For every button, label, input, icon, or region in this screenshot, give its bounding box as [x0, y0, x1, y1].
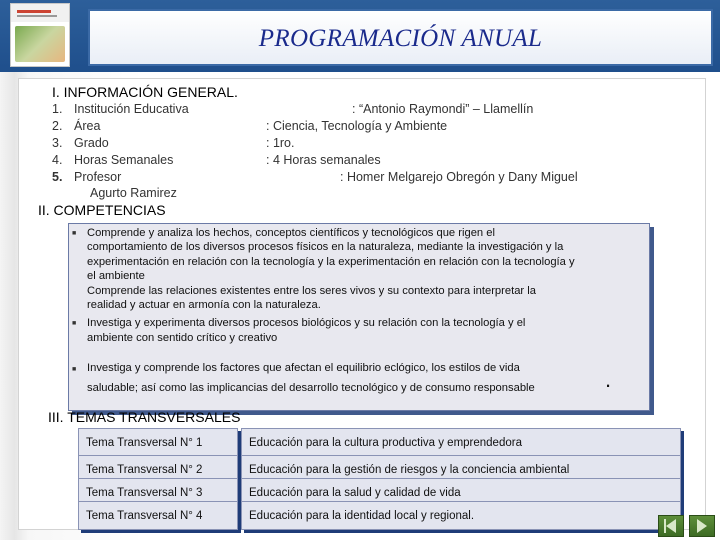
info-number: 1.: [52, 102, 63, 116]
bullet-icon: ■: [72, 366, 77, 373]
competency-line: Comprende las relaciones existentes entre los seres vivos y su contexto para interpretar la: [87, 285, 536, 297]
info-value: : 4 Horas semanales: [266, 153, 381, 167]
competency-line: realidad y actuar en armonía con la naturaleza.: [87, 299, 321, 311]
competency-final-period: .: [605, 367, 612, 392]
info-value: : Ciencia, Tecnología y Ambiente: [266, 119, 448, 133]
table-cell-value: Educación para la salud y calidad de vida: [241, 478, 681, 507]
section-heading-competencies: II. COMPETENCIAS: [38, 202, 166, 218]
competency-line: Comprende y analiza los hechos, conceptos científicos y tecnológicos que rigen el: [87, 227, 495, 239]
info-number: 3.: [52, 136, 63, 150]
info-value: : 1ro.: [266, 136, 295, 150]
table-cell-value: Educación para la cultura productiva y emprendedora: [241, 428, 681, 457]
table-cell-label: Tema Transversal N° 3: [78, 478, 238, 507]
section-heading-info: I. INFORMACIÓN GENERAL.: [52, 84, 238, 100]
competency-line: ambiente con sentido crítico y creativo: [87, 332, 278, 344]
info-row: [52, 102, 189, 116]
info-value-continuation: Agurto Ramirez: [90, 186, 177, 200]
bullet-icon: ■: [72, 320, 77, 327]
page-title: PROGRAMACIÓN ANUAL: [258, 25, 543, 52]
competency-line: saludable; así como las implicancias del desarrollo tecnológico y de consumo responsable: [87, 382, 535, 394]
table-cell-label: Tema Transversal N° 4: [78, 501, 238, 530]
info-value: : “Antonio Raymondi” – Llamellín: [352, 102, 534, 116]
info-row: [52, 136, 109, 150]
table-row: [78, 428, 681, 457]
info-number: 4.: [52, 153, 63, 167]
competency-line: comportamiento de los diversos procesos físicos en la naturaleza, mediante la investigación y la: [87, 241, 564, 253]
table-cell-value: Educación para la identidad local y regional.: [241, 501, 681, 530]
table-cell-label: Tema Transversal N° 2: [78, 455, 238, 484]
previous-slide-button[interactable]: [658, 515, 684, 537]
competency-line: Investiga y experimenta diversos procesos biológicos y su relación con la tecnología y el: [87, 317, 526, 329]
info-number: 2.: [52, 119, 63, 133]
section-heading-transversal: III. TEMAS TRANSVERSALES: [48, 409, 241, 425]
previous-arrow-icon: [662, 518, 680, 534]
info-row: [52, 170, 121, 184]
bullet-icon: ■: [72, 230, 77, 237]
info-label: Grado: [74, 136, 109, 150]
table-row: [78, 501, 681, 530]
info-value: : Homer Melgarejo Obregón y Dany Miguel: [340, 170, 578, 184]
table-cell-label: Tema Transversal N° 1: [78, 428, 238, 457]
competency-line: el ambiente: [87, 270, 145, 282]
next-arrow-icon: [693, 518, 711, 534]
book-cover-thumbnail: [10, 3, 70, 67]
title-box: [88, 9, 713, 66]
info-number: 5.: [52, 170, 63, 184]
info-label: Profesor: [74, 170, 122, 184]
info-row: [52, 153, 173, 167]
info-label: Horas Semanales: [74, 153, 174, 167]
next-slide-button[interactable]: [689, 515, 715, 537]
info-label: Área: [74, 119, 101, 133]
table-cell-value: Educación para la gestión de riesgos y la conciencia ambiental: [241, 455, 681, 484]
info-row: [52, 119, 100, 133]
competency-line: experimentación en relación con la tecnología y la experimentación en relación con la tecnología y: [87, 256, 575, 268]
competency-line: Investiga y comprende los factores que afectan el equilibrio eclógico, los estilos de vida: [87, 362, 520, 374]
info-label: Institución Educativa: [74, 102, 189, 116]
